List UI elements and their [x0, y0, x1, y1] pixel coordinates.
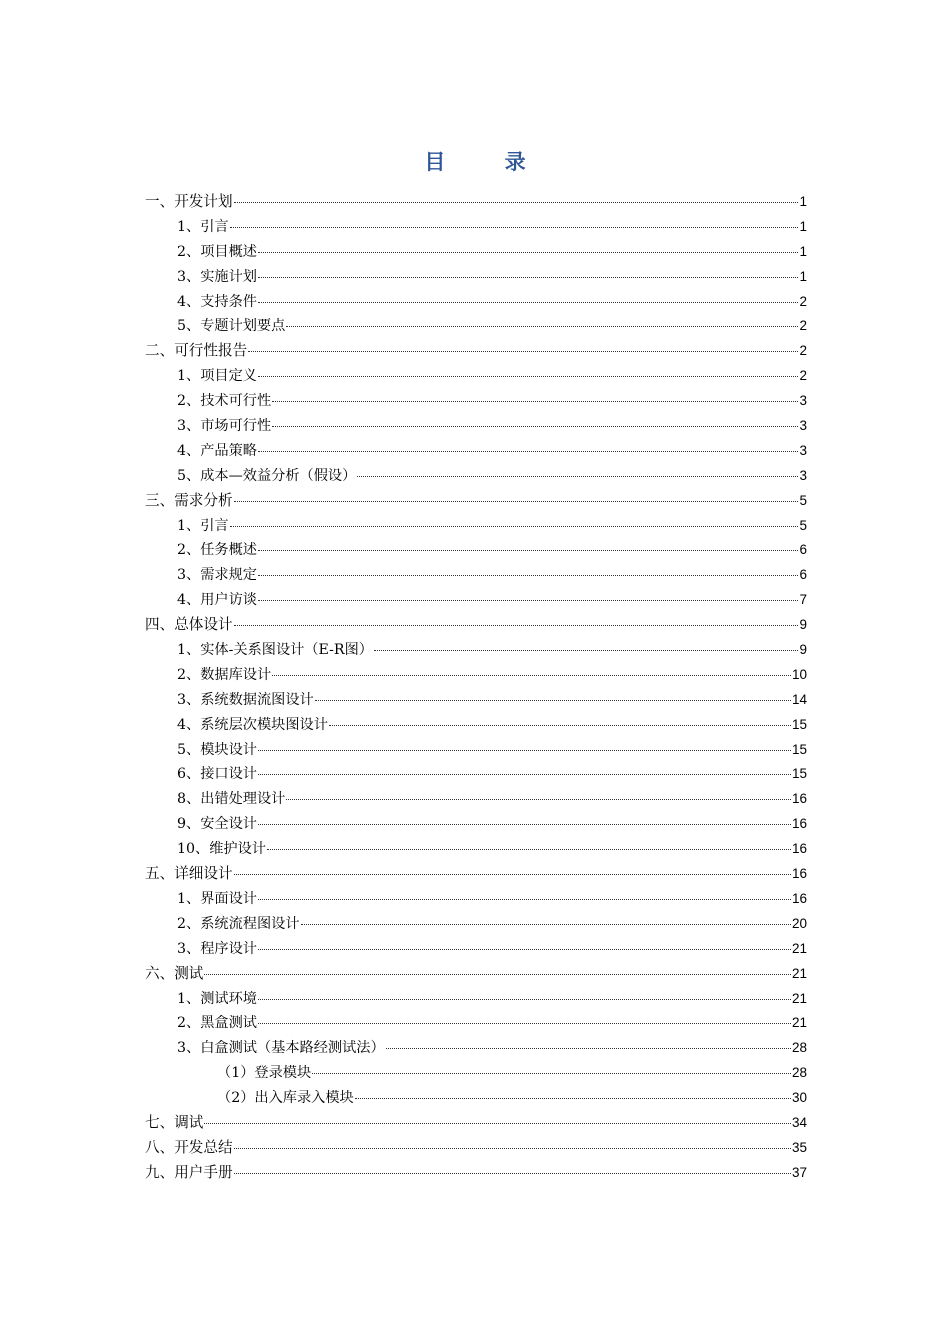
toc-entry-text: 5、专题计划要点 — [177, 318, 286, 335]
toc-page-number: 7 — [799, 592, 807, 608]
toc-entry[interactable] — [145, 339, 807, 364]
toc-page-number: 14 — [791, 691, 807, 707]
toc-entry-text: 八、开发总结 — [145, 1138, 233, 1156]
toc-dot-leader — [258, 899, 791, 900]
toc-title: 目 录 — [424, 150, 552, 174]
toc-entry-text: 七、调试 — [145, 1113, 204, 1131]
toc-entry[interactable] — [145, 688, 807, 713]
toc-entry[interactable] — [145, 240, 807, 265]
toc-entry-text: 1、测试环境 — [177, 990, 257, 1007]
toc-dot-leader — [312, 1073, 791, 1074]
toc-dot-leader — [258, 824, 791, 825]
toc-dot-leader — [234, 625, 799, 626]
toc-dot-leader — [329, 725, 791, 726]
toc-dot-leader — [272, 675, 791, 676]
toc-page-number: 15 — [791, 716, 807, 732]
toc-entry[interactable] — [145, 215, 807, 240]
toc-entry[interactable] — [145, 439, 807, 464]
toc-page-number: 21 — [791, 1015, 807, 1031]
toc-entry[interactable] — [145, 414, 807, 439]
toc-page-number: 15 — [791, 766, 807, 782]
toc-entry-text: 4、系统层次模块图设计 — [177, 716, 328, 733]
toc-page-number: 21 — [791, 965, 807, 981]
toc-page-number: 2 — [799, 368, 807, 384]
toc-entry[interactable] — [145, 912, 807, 937]
toc-page-number: 9 — [799, 642, 807, 658]
toc-dot-leader — [258, 451, 799, 452]
toc-page-number: 16 — [791, 816, 807, 832]
toc-entry-text: 3、需求规定 — [177, 567, 257, 584]
toc-page-number: 28 — [791, 1065, 807, 1081]
toc-page-number: 1 — [799, 243, 807, 259]
toc-dot-leader — [258, 949, 791, 950]
toc-page-number: 5 — [799, 492, 807, 508]
toc-entry[interactable] — [145, 713, 807, 738]
toc-entry[interactable] — [145, 265, 807, 290]
toc-entry-text: 2、任务概述 — [177, 542, 257, 559]
toc-entry-text: 六、测试 — [145, 964, 204, 982]
toc-entry-text: 3、白盒测试（基本路经测试法） — [177, 1040, 385, 1057]
toc-entry[interactable] — [145, 563, 807, 588]
toc-entry-text: 5、模块设计 — [177, 741, 257, 758]
toc-page-number: 16 — [791, 791, 807, 807]
toc-entry[interactable] — [145, 762, 807, 787]
toc-page-number: 30 — [791, 1090, 807, 1106]
toc-entry[interactable] — [145, 314, 807, 339]
toc-dot-leader — [386, 1048, 791, 1049]
toc-entry-text: 9、安全设计 — [177, 816, 257, 833]
toc-entry-text: 1、引言 — [177, 218, 229, 235]
toc-entry[interactable] — [145, 1111, 807, 1136]
toc-page-number: 9 — [799, 617, 807, 633]
toc-entry-text: 九、用户手册 — [145, 1163, 233, 1181]
toc-page-number: 1 — [799, 194, 807, 209]
toc-dot-leader — [234, 1173, 791, 1174]
toc-entry[interactable] — [145, 1161, 807, 1186]
toc-entry[interactable] — [145, 962, 807, 987]
toc-dot-leader — [258, 774, 791, 775]
toc-dot-leader — [230, 526, 799, 527]
toc-entry-text: 四、总体设计 — [145, 616, 233, 634]
toc-dot-leader — [204, 1123, 791, 1124]
toc-dot-leader — [204, 974, 791, 975]
toc-dot-leader — [286, 799, 791, 800]
toc-entry[interactable] — [145, 1086, 807, 1111]
toc-entry[interactable] — [145, 514, 807, 539]
toc-page-number: 3 — [799, 418, 807, 434]
toc-dot-leader — [315, 700, 791, 701]
toc-dot-leader — [230, 227, 799, 228]
toc-entry-text: 1、项目定义 — [177, 368, 257, 385]
toc-page-number: 16 — [791, 866, 807, 882]
toc-entry[interactable] — [145, 613, 807, 638]
toc-entry-text: （1）登录模块 — [217, 1065, 312, 1082]
toc-dot-leader — [267, 849, 791, 850]
toc-page-number: 1 — [799, 268, 807, 284]
toc-entry-text: 10、维护设计 — [177, 841, 266, 858]
toc-dot-leader — [234, 1148, 791, 1149]
toc-dot-leader — [234, 501, 799, 502]
toc-entry[interactable] — [145, 588, 807, 613]
toc-dot-leader — [272, 426, 798, 427]
toc-dot-leader — [286, 326, 798, 327]
toc-entry-text: 2、技术可行性 — [177, 393, 272, 410]
toc-entry[interactable] — [145, 1011, 807, 1036]
toc-page-number: 21 — [791, 990, 807, 1006]
toc-entry-text: 5、成本—效益分析（假设） — [177, 467, 357, 484]
toc-dot-leader — [258, 999, 791, 1000]
toc-entry[interactable] — [145, 290, 807, 315]
toc-page-number: 16 — [791, 890, 807, 906]
toc-entry-text: 2、数据库设计 — [177, 666, 272, 683]
toc-dot-leader — [258, 277, 799, 278]
toc-entry-text: 1、界面设计 — [177, 890, 257, 907]
toc-entry[interactable] — [145, 1036, 807, 1061]
toc-entry[interactable] — [145, 812, 807, 837]
toc-dot-leader — [234, 202, 799, 203]
toc-dot-leader — [258, 575, 799, 576]
toc-entry-text: 五、详细设计 — [145, 865, 233, 883]
toc-entry-text: 4、用户访谈 — [177, 592, 257, 609]
toc-entry-text: 2、项目概述 — [177, 243, 257, 260]
toc-entry-text: （2）出入库录入模块 — [217, 1090, 354, 1107]
toc-dot-leader — [355, 1098, 791, 1099]
toc-page-number: 10 — [791, 666, 807, 682]
toc-page-number: 3 — [799, 393, 807, 409]
toc-dot-leader — [258, 252, 799, 253]
toc-entry-text: 二、可行性报告 — [145, 342, 248, 360]
toc-page-number: 3 — [799, 467, 807, 483]
toc-page-number: 6 — [799, 567, 807, 583]
toc-page-number: 15 — [791, 741, 807, 757]
toc-dot-leader — [374, 650, 799, 651]
toc-dot-leader — [258, 750, 791, 751]
toc-entry-text: 1、实体-关系图设计（E-R图） — [177, 642, 373, 659]
toc-entry-text: 8、出错处理设计 — [177, 791, 286, 808]
table-of-contents — [145, 190, 807, 1186]
toc-page-number: 3 — [799, 442, 807, 458]
toc-entry[interactable] — [145, 663, 807, 688]
toc-page-number: 6 — [799, 542, 807, 558]
toc-entry-text: 2、黑盒测试 — [177, 1015, 257, 1032]
toc-entry[interactable] — [145, 489, 807, 514]
toc-dot-leader — [301, 924, 791, 925]
toc-page-number: 16 — [791, 841, 807, 857]
toc-entry[interactable] — [145, 638, 807, 663]
toc-entry[interactable] — [145, 837, 807, 862]
toc-dot-leader — [234, 874, 791, 875]
toc-page-number: 2 — [799, 318, 807, 334]
toc-entry-text: 6、接口设计 — [177, 766, 257, 783]
toc-entry[interactable] — [145, 538, 807, 563]
toc-entry-text: 2、系统流程图设计 — [177, 915, 300, 932]
toc-entry-text: 三、需求分析 — [145, 491, 233, 509]
toc-page-number: 2 — [799, 343, 807, 359]
toc-dot-leader — [357, 476, 798, 477]
toc-entry[interactable] — [145, 987, 807, 1012]
toc-entry-text: 3、市场可行性 — [177, 418, 272, 435]
toc-page-number: 20 — [791, 915, 807, 931]
toc-dot-leader — [258, 302, 799, 303]
toc-page-number: 35 — [791, 1139, 807, 1155]
toc-entry-text: 3、实施计划 — [177, 268, 257, 285]
toc-entry[interactable] — [145, 787, 807, 812]
toc-entry-text: 4、支持条件 — [177, 293, 257, 310]
toc-entry[interactable] — [145, 937, 807, 962]
toc-page-number: 1 — [799, 218, 807, 234]
toc-entry-text: 3、系统数据流图设计 — [177, 691, 314, 708]
toc-entry-text: 一、开发计划 — [145, 193, 233, 210]
toc-entry[interactable] — [145, 1061, 807, 1086]
toc-page-number: 37 — [791, 1164, 807, 1180]
toc-dot-leader — [272, 401, 798, 402]
toc-entry-text: 1、引言 — [177, 517, 229, 534]
toc-entry[interactable] — [145, 738, 807, 763]
toc-entry[interactable] — [145, 862, 807, 887]
toc-entry[interactable] — [145, 389, 807, 414]
toc-dot-leader — [258, 600, 799, 601]
toc-page-number: 34 — [791, 1114, 807, 1130]
toc-dot-leader — [258, 376, 799, 377]
toc-page-number: 2 — [799, 293, 807, 309]
toc-page-number: 5 — [799, 517, 807, 533]
toc-entry-text: 3、程序设计 — [177, 940, 257, 957]
toc-page-number: 28 — [791, 1040, 807, 1056]
toc-dot-leader — [258, 550, 799, 551]
toc-entry[interactable] — [145, 364, 807, 389]
toc-entry[interactable] — [145, 464, 807, 489]
toc-entry-text: 4、产品策略 — [177, 442, 257, 459]
toc-page-number: 21 — [791, 940, 807, 956]
toc-dot-leader — [248, 351, 798, 352]
toc-entry[interactable] — [145, 1136, 807, 1161]
toc-dot-leader — [258, 1023, 791, 1024]
toc-entry[interactable] — [145, 190, 807, 215]
toc-entry[interactable] — [145, 887, 807, 912]
